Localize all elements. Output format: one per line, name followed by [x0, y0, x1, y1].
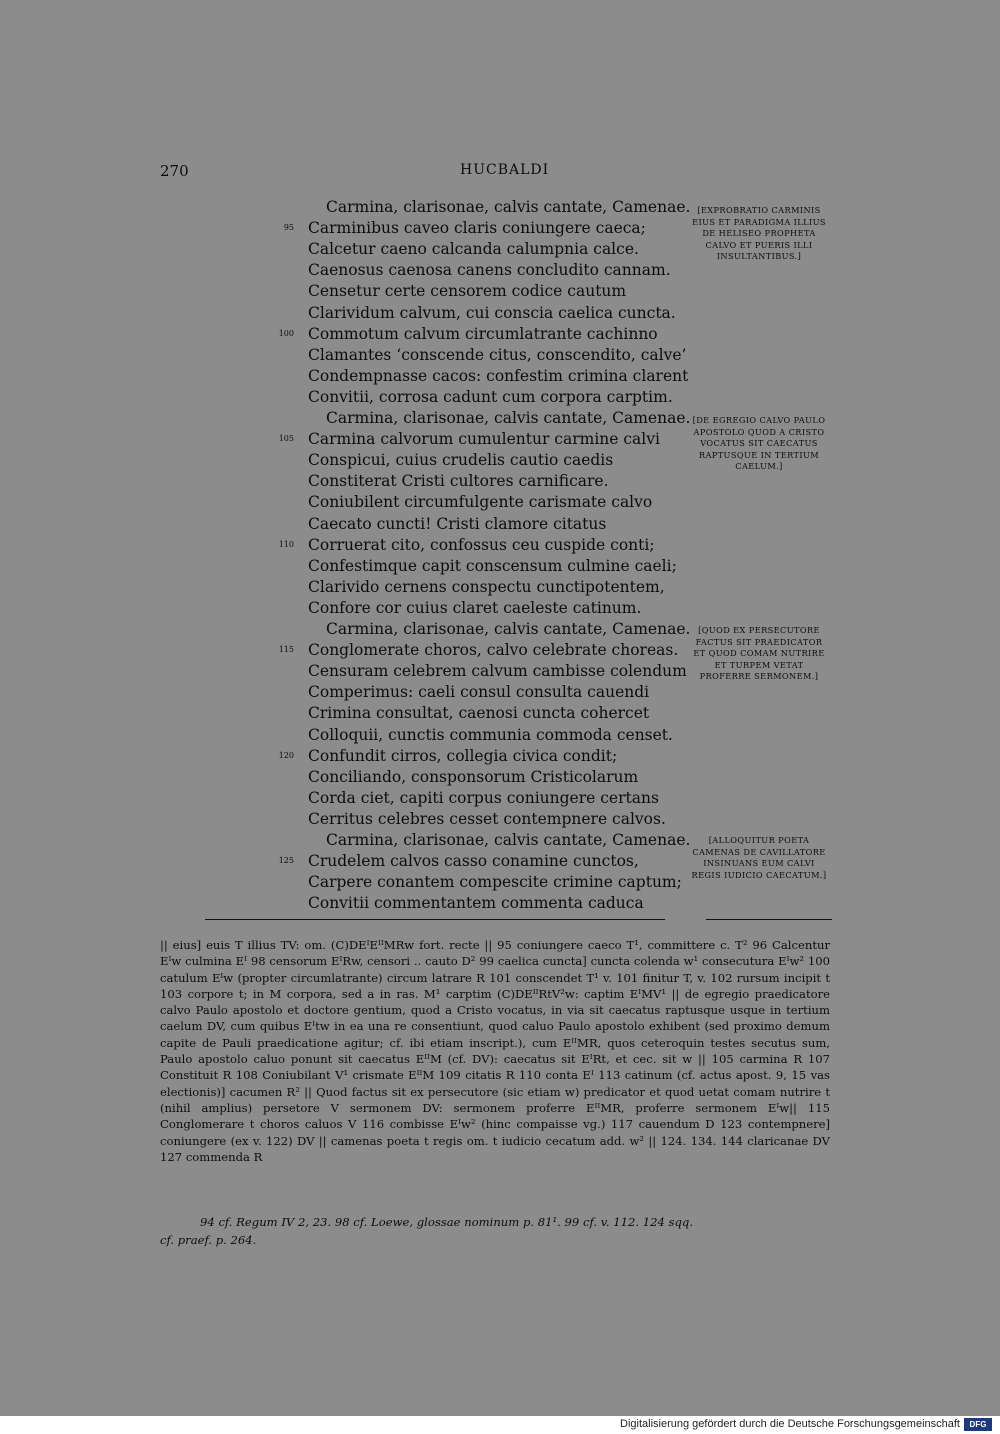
line-number: 120 — [278, 750, 294, 760]
side-note-3 — [680, 625, 838, 683]
verse-text: Crimina consultat, caenosi cuncta cohercet — [308, 704, 650, 723]
side-note-line: INSULTANTIBUS.] — [716, 251, 802, 261]
verse-text: Clarivido cernens conspectu cunctipotentem, — [308, 577, 665, 596]
side-note-line: EIUS ET PARADIGMA ILLIUS — [692, 216, 826, 227]
page-number: 270 — [160, 162, 189, 180]
side-note-line: APOSTOLO QUOD A CRISTO — [693, 426, 825, 437]
verse-text: Carpere conantem compescite crimine captum; — [308, 873, 682, 892]
side-note-line: CAMENAS DE CAVILLATORE — [692, 846, 826, 857]
verse-text: Carmina calvorum cumulentur carmine calvi — [308, 430, 660, 449]
side-note-line: [EXPROBRATIO CARMINIS — [697, 205, 821, 215]
verse-text: Corruerat cito, confossus ceu cuspide conti; — [308, 535, 655, 554]
verse-text: Confestimque capit conscensum culmine caeli; — [308, 556, 677, 575]
verse-line — [308, 810, 666, 831]
footer-bar — [0, 1416, 1000, 1434]
verse-text: Calcetur caeno calcanda calumpnia calce. — [308, 240, 639, 259]
verse-text: Conspicui, cuius crudelis cautio caedis — [308, 451, 614, 470]
verse-refrain — [326, 620, 690, 641]
verse-line — [308, 873, 682, 894]
verse-text: Clarividum calvum, cui conscia caelica cuncta. — [308, 303, 676, 322]
verse-text: Censetur certe censorem codice cautum — [308, 282, 627, 301]
side-note-line: [QUOD EX PERSECUTORE — [698, 625, 820, 635]
verse-line — [308, 261, 671, 282]
side-note-line: INSINUANS EUM CALVI — [703, 858, 815, 868]
verse-line — [308, 726, 673, 747]
verse-text: Carmina, clarisonae, calvis cantate, Camenae. — [326, 198, 691, 216]
side-note-4 — [680, 835, 838, 881]
side-note-line: [DE EGREGIO CALVO PAULO — [692, 415, 826, 425]
critical-apparatus: || eius] euis T illius TV: om. (C)DEᴵEᴵᴵMRw fort. recte || 95 coniungere caeco T¹, committere c. T² 96 Calcentur Eᴵw culmina Eᴵ 98 censorum EᴵRw, censori .. cauto D² 99 caelica cuncta] cuncta colenda w¹ consecutura Eᴵw² 100 catulum Eᴵw (propter circumlatrante) circum latrare R 101 conscendet T¹ v. 101 finitur T, v. 102 rursum incipit t 103 corpore t; in M corpora, sed a in ras. M¹ carptim (C)DEᴵᴵRtV²w: captim EᴵMV¹ || de egregio praedicatore calvo Paulo apostolo et doctore gentium, quod a Cristo vocatus, in via sit caecatus raptusque usque in tertium caelum DV, cum quibus Eᴵtw in ea una re consentiunt, quod caluo Paulo apostolo exhibent (sed proximo demum capite de Pauli praedicatione agitur; cf. ibi etiam inscript.), cum EᴵᴵMR, quos ceteroquin testes secutus sum, Paulo apostolo caluo ponunt sit caecatus EᴵᴵM (cf. DV): caecatus sit EᴵRt, et cec. sit w || 105 carmina R 107 Constituit R 108 Coniubilant V¹ crismate EᴵᴵM 109 citatis R 110 conta Eᴵ 113 catinum (cf. actus apost. 9, 15 vas electionis)] cacumen R² || Quod factus sit ex persecutore (sic etiam w) predicator et quod uetat comam nutrire t (nihil amplius) persetore V sermonem DV: sermonem proferre EᴵᴵMR, proferre sermonem Eᴵw|| 115 Conglomerare t choros caluos V 116 combisse Eᴵw² (hinc compaisse vg.) 117 cauendum D 123 contempnere] coniungere (ex v. 122) DV || camenas poeta t regis om. t iudicio cecatum add. w² || 124. 134. 144 claricanae DV 127 commenda R — [160, 938, 830, 1164]
footnote-rule-short — [706, 919, 832, 920]
verse-text: Caecato cuncti! Cristi clamore citatus — [308, 514, 607, 533]
verse-text: Coniubilent circumfulgente carismate calvo — [308, 493, 653, 512]
verse-text: Crudelem calvos casso conamine cunctos, — [308, 852, 639, 871]
verse-text: Conglomerate choros, calvo celebrate choreas. — [308, 641, 679, 660]
side-note-2 — [680, 415, 838, 473]
source-notes-line-1: 94 cf. Regum IV 2, 23. 98 cf. Loewe, glossae nominum p. 81¹. 99 cf. v. 112. 124 sqq. — [200, 1215, 694, 1229]
verse-line — [308, 683, 649, 704]
side-note-line: PROFERRE SERMONEM.] — [699, 671, 819, 681]
verse-line — [278, 641, 679, 662]
side-note-line: [ALLOQUITUR POETA — [708, 835, 810, 845]
verse-text: Carminibus caveo claris coniungere caeca; — [308, 219, 646, 238]
side-note-line: CALVO ET PUERIS ILLI — [705, 239, 813, 250]
verse-line — [283, 219, 646, 240]
verse-line — [278, 324, 658, 346]
side-note-line: ET QUOD COMAM NUTRIRE — [693, 648, 825, 658]
side-note-1 — [680, 205, 838, 263]
verse-line — [308, 894, 644, 915]
verse-line — [308, 346, 686, 367]
verse-refrain — [326, 198, 690, 219]
footnote-rule — [205, 919, 665, 920]
source-notes — [160, 1213, 830, 1249]
verse-refrain — [326, 831, 690, 852]
verse-line — [308, 282, 626, 303]
line-number: 105 — [278, 434, 294, 444]
verse-line — [278, 430, 660, 451]
side-note-line: RAPTUSQUE IN TERTIUM — [698, 449, 820, 460]
verse-line — [308, 367, 688, 388]
verse-text: Cerritus celebres cesset contempnere calvos. — [308, 809, 666, 828]
verse-line — [308, 662, 687, 683]
verse-text: Convitii commentantem commenta caduca — [308, 894, 644, 913]
verse-line — [308, 578, 665, 599]
verse-line — [308, 493, 652, 514]
line-number: 125 — [278, 856, 294, 866]
verse-line — [278, 535, 655, 557]
verse-text: Confundit cirros, collegia civica condit; — [308, 746, 618, 765]
verse-line — [308, 768, 638, 789]
verse-text: Condempnasse cacos: confestim crimina clarent — [308, 366, 689, 385]
verse-text: Comperimus: caeli consul consulta cauendi — [308, 683, 650, 702]
dfg-logo: DFG — [964, 1418, 992, 1431]
verse-text: Corda ciet, capiti corpus coniungere certans — [308, 788, 659, 807]
verse-line — [308, 240, 639, 261]
verse-line — [308, 789, 659, 810]
footer-credit: Digitalisierung gefördert durch die Deutsche Forschungsgemeinschaft — [620, 1418, 960, 1430]
verse-text: Constiterat Cristi cultores carnificare. — [308, 472, 609, 491]
verse-text: Carmina, clarisonae, calvis cantate, Camenae. — [326, 620, 691, 638]
line-number: 100 — [278, 328, 294, 338]
line-number: 110 — [278, 539, 294, 549]
side-note-line: REGIS IUDICIO CAECATUM.] — [691, 869, 827, 880]
line-number: 95 — [283, 223, 294, 233]
verse-line — [308, 472, 609, 493]
verse-line — [308, 557, 677, 578]
running-title: HUCBALDI — [460, 162, 550, 178]
verse-text: Carmina, clarisonae, calvis cantate, Camenae. — [326, 831, 691, 849]
verse-line — [308, 599, 641, 620]
verse-text: Carmina, clarisonae, calvis cantate, Camenae. — [326, 409, 691, 427]
side-note-line: CAELUM.] — [735, 461, 783, 471]
line-number: 115 — [278, 645, 294, 655]
verse-line — [278, 746, 618, 768]
verse-line — [308, 704, 649, 725]
verse-text: Caenosus caenosa canens concludito cannam. — [308, 261, 671, 280]
side-note-line: VOCATUS SIT CAECATUS — [700, 438, 818, 448]
source-notes-line-2: cf. praef. p. 264. — [160, 1233, 257, 1247]
verse-line — [308, 515, 606, 536]
verse-text: Censuram celebrem calvum cambisse colendum — [308, 662, 687, 681]
verse-refrain — [326, 409, 690, 430]
side-note-line: ET TURPEM VETAT — [714, 659, 804, 670]
verse-line — [308, 388, 673, 409]
side-note-line: DE HELISEO PROPHETA — [702, 228, 816, 238]
verse-text: Confore cor cuius claret caeleste catinum. — [308, 598, 642, 617]
verse-text: Colloquii, cunctis communia commoda censet. — [308, 725, 673, 744]
verse-text: Clamantes ‘conscende citus, conscendito, calve’ — [308, 345, 687, 364]
verse-line — [308, 451, 613, 472]
verse-text: Conciliando, consponsorum Cristicolarum — [308, 767, 639, 786]
verse-text: Commotum calvum circumlatrante cachinno — [308, 324, 658, 343]
side-note-line: FACTUS SIT PRAEDICATOR — [695, 636, 823, 647]
verse-line — [308, 304, 676, 325]
verse-line — [278, 852, 639, 873]
verse-text: Convitii, corrosa cadunt cum corpora carptim. — [308, 387, 673, 406]
